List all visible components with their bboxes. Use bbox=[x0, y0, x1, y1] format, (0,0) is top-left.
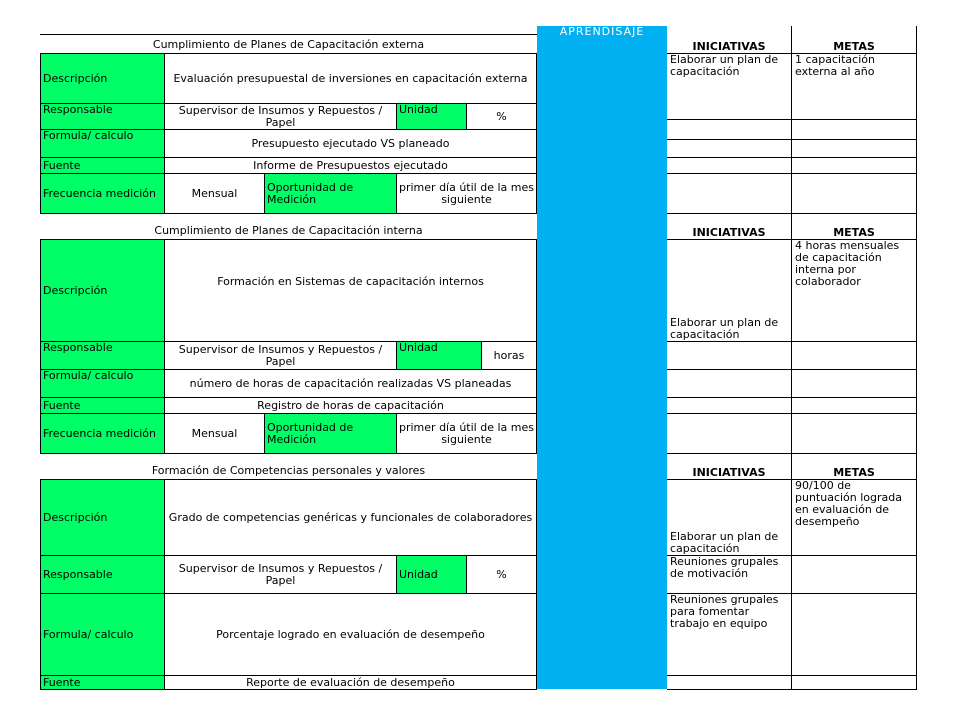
section2-formula: número de horas de capacitación realizadas VS planeadas bbox=[165, 370, 537, 398]
section1-meta: 1 capacitación externa al año bbox=[792, 54, 917, 120]
section1-primer-dia: primer día útil de la mes siguiente bbox=[397, 174, 537, 214]
section3-met-empty-3 bbox=[792, 676, 917, 690]
section3-iniciativas-header: INICIATIVAS bbox=[667, 454, 792, 480]
section2-unidad-label: Unidad bbox=[397, 342, 482, 370]
section2-met-empty-4 bbox=[792, 414, 917, 454]
section2-iniciativa: Elaborar un plan de capacitación bbox=[667, 240, 792, 342]
section1-met-empty-1 bbox=[792, 120, 917, 140]
section1-ini-empty-4 bbox=[667, 174, 792, 214]
section3-fuente-label: Fuente bbox=[40, 676, 165, 690]
section2-met-empty-3 bbox=[792, 398, 917, 414]
section2-fuente: Registro de horas de capacitación bbox=[165, 398, 537, 414]
section3-unidad-value: % bbox=[467, 556, 537, 594]
section1-metas-header: METAS bbox=[792, 26, 917, 54]
section2-ini-empty-1 bbox=[667, 342, 792, 370]
section2-met-empty-1 bbox=[792, 342, 917, 370]
section1-descripcion: Evaluación presupuestal de inversiones en capacitación externa bbox=[165, 54, 537, 104]
section3-responsable-label: Responsable bbox=[40, 556, 165, 594]
section3-title: Formación de Competencias personales y valores bbox=[40, 454, 537, 480]
section2-fuente-label: Fuente bbox=[40, 398, 165, 414]
section2-unidad-value: horas bbox=[482, 342, 537, 370]
section2-metas-header: METAS bbox=[792, 214, 917, 240]
section2-ini-empty-4 bbox=[667, 414, 792, 454]
section1-oportunidad-label: Oportunidad de Medición bbox=[265, 174, 397, 214]
section1-mensual: Mensual bbox=[165, 174, 265, 214]
section1-title: Cumplimiento de Planes de Capacitación externa bbox=[40, 34, 537, 54]
section3-iniciativa-3: Reuniones grupales para fomentar trabajo en equipo bbox=[667, 594, 792, 676]
section3-fuente: Reporte de evaluación de desempeño bbox=[165, 676, 537, 690]
section3-ini-empty-3 bbox=[667, 676, 792, 690]
section2-descripcion-label: Descripción bbox=[40, 240, 165, 342]
section2-title: Cumplimiento de Planes de Capacitación interna bbox=[40, 214, 537, 240]
section2-iniciativas-header: INICIATIVAS bbox=[667, 214, 792, 240]
section1-iniciativas-header: INICIATIVAS bbox=[667, 26, 792, 54]
section2-descripcion: Formación en Sistemas de capacitación internos bbox=[165, 240, 537, 342]
section2-oportunidad-label: Oportunidad de Medición bbox=[265, 414, 397, 454]
section1-fuente: Informe de Presupuestos ejecutado bbox=[165, 158, 537, 174]
section3-met-empty-2 bbox=[792, 594, 917, 676]
section1-iniciativa: Elaborar un plan de capacitación bbox=[667, 54, 792, 120]
aprendisaje-column bbox=[537, 26, 667, 689]
section3-formula-label: Formula/ calculo bbox=[40, 594, 165, 676]
section3-responsable: Supervisor de Insumos y Repuestos / Papel bbox=[165, 556, 397, 594]
section1-responsable: Supervisor de Insumos y Repuestos / Papel bbox=[165, 104, 397, 130]
section1-descripcion-label: Descripción bbox=[40, 54, 165, 104]
section2-frecuencia-label: Frecuencia medición bbox=[40, 414, 165, 454]
section1-frecuencia-label: Frecuencia medición bbox=[40, 174, 165, 214]
section3-iniciativa-1: Elaborar un plan de capacitación bbox=[667, 480, 792, 556]
section2-ini-empty-2 bbox=[667, 370, 792, 398]
section1-formula-label: Formula/ calculo bbox=[40, 130, 165, 158]
section1-ini-empty-3 bbox=[667, 158, 792, 174]
aprendisaje-header: APRENDISAJE bbox=[559, 25, 645, 38]
section1-unidad-value: % bbox=[467, 104, 537, 130]
section1-ini-empty-2 bbox=[667, 140, 792, 158]
section2-formula-label: Formula/ calculo bbox=[40, 370, 165, 398]
section3-met-empty-1 bbox=[792, 556, 917, 594]
section1-ini-empty-1 bbox=[667, 120, 792, 140]
section1-met-empty-4 bbox=[792, 174, 917, 214]
section1-unidad-label: Unidad bbox=[397, 104, 467, 130]
section3-meta: 90/100 de puntuación lograda en evaluación de desempeño bbox=[792, 480, 917, 556]
section3-unidad-label: Unidad bbox=[397, 556, 467, 594]
section2-responsable: Supervisor de Insumos y Repuestos / Papel bbox=[165, 342, 397, 370]
section2-primer-dia: primer día útil de la mes siguiente bbox=[397, 414, 537, 454]
section2-ini-empty-3 bbox=[667, 398, 792, 414]
section2-responsable-label: Responsable bbox=[40, 342, 165, 370]
section1-met-empty-3 bbox=[792, 158, 917, 174]
section1-responsable-label: Responsable bbox=[40, 104, 165, 130]
section1-formula: Presupuesto ejecutado VS planeado bbox=[165, 130, 537, 158]
section2-mensual: Mensual bbox=[165, 414, 265, 454]
section1-met-empty-2 bbox=[792, 140, 917, 158]
section3-iniciativa-2: Reuniones grupales de motivación bbox=[667, 556, 792, 594]
section3-descripcion: Grado de competencias genéricas y funcionales de colaboradores bbox=[165, 480, 537, 556]
section2-met-empty-2 bbox=[792, 370, 917, 398]
section3-metas-header: METAS bbox=[792, 454, 917, 480]
section2-meta: 4 horas mensuales de capacitación interna por colaborador bbox=[792, 240, 917, 342]
section3-descripcion-label: Descripción bbox=[40, 480, 165, 556]
section3-formula: Porcentaje logrado en evaluación de desempeño bbox=[165, 594, 537, 676]
section1-fuente-label: Fuente bbox=[40, 158, 165, 174]
